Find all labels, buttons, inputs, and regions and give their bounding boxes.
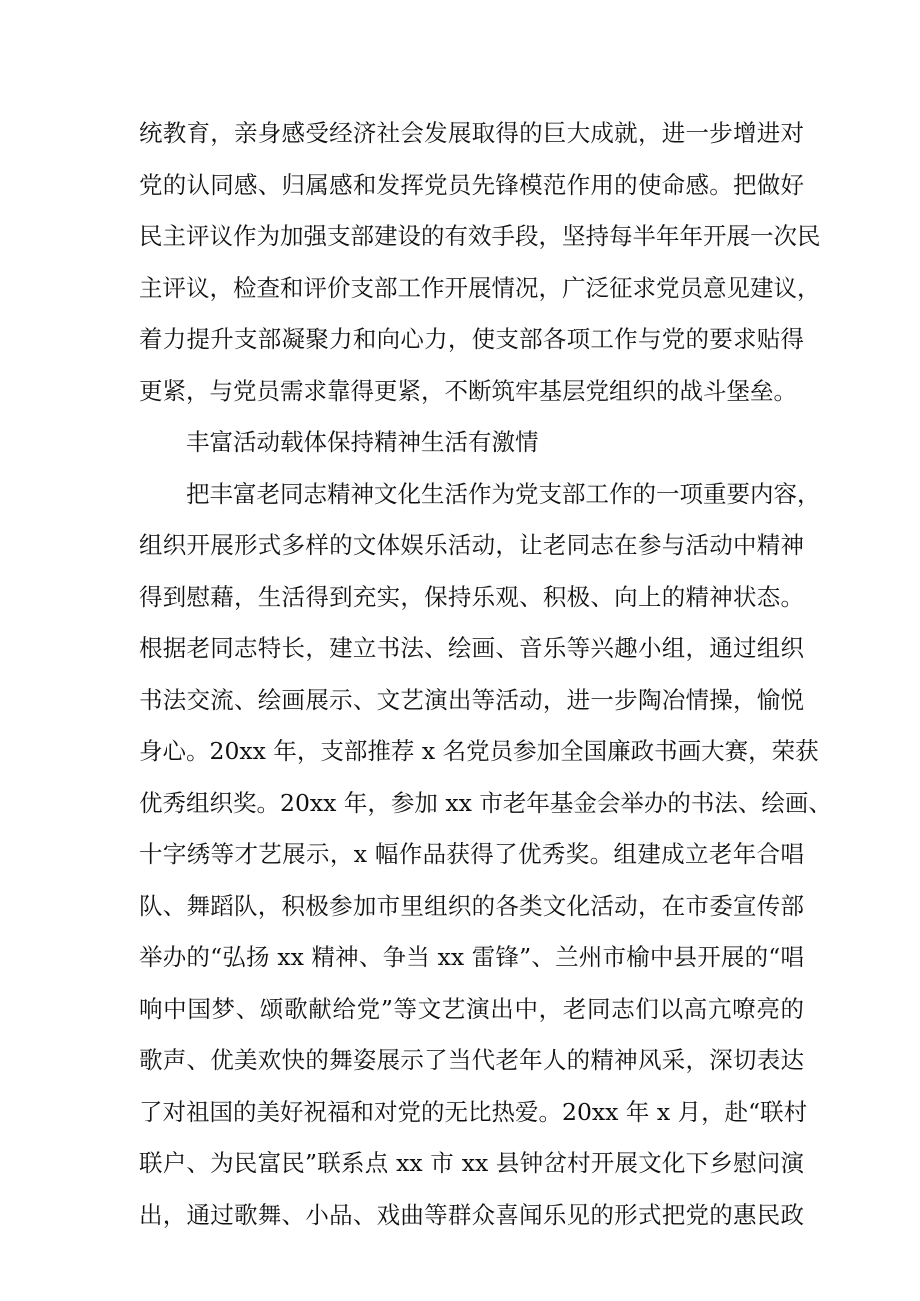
paragraph-2-line: 把丰富老同志精神文化生活作为党支部工作的一项重要内容， <box>186 479 821 508</box>
paragraph-2-line: 歌声、优美欢快的舞姿展示了当代老年人的精神风采，深切表达 <box>139 1046 804 1074</box>
paragraph-2-line: 队、舞蹈队，积极参加市里组织的各类文化活动，在市委宣传部 <box>139 891 804 920</box>
document-body <box>139 108 832 1241</box>
paragraph-2-line: 身心。20xx 年，支部推荐 x 名党员参加全国廉政书画大赛，荣获 <box>139 737 819 765</box>
paragraph-2-line: 十字绣等才艺展示，x 幅作品获得了优秀奖。组建成立老年合唱 <box>139 840 804 868</box>
paragraph-2-line: 出，通过歌舞、小品、戏曲等群众喜闻乐见的形式把党的惠民政 <box>139 1200 804 1229</box>
paragraph-2-line: 举办的“弘扬 xx 精神、争当 xx 雷锋”、兰州市榆中县开展的“唱 <box>139 943 804 971</box>
paragraph-2-line: 了对祖国的美好祝福和对党的无比热爱。20xx 年 x 月，赴“联村 <box>139 1097 808 1126</box>
section-heading: 丰富活动载体保持精神生活有激情 <box>186 428 539 456</box>
paragraph-1-line: 民主评议作为加强支部建设的有效手段，坚持每半年年开展一次民 <box>139 222 821 250</box>
paragraph-2-line: 优秀组织奖。20xx 年，参加 xx 市老年基金会举办的书法、绘画、 <box>139 788 832 817</box>
paragraph-2-line: 根据老同志特长，建立书法、绘画、音乐等兴趣小组，通过组织 <box>139 634 804 662</box>
paragraph-1-line: 统教育，亲身感受经济社会发展取得的巨大成就，进一步增进对 <box>139 119 804 147</box>
paragraph-2-line: 书法交流、绘画展示、文艺演出等活动，进一步陶冶情操，愉悦 <box>139 685 804 714</box>
paragraph-2-line: 联户、为民富民”联系点 xx 市 xx 县钟岔村开展文化下乡慰问演 <box>139 1149 804 1177</box>
paragraph-2-line: 组织开展形式多样的文体娱乐活动，让老同志在参与活动中精神 <box>139 531 804 559</box>
paragraph-1-line: 着力提升支部凝聚力和向心力，使支部各项工作与党的要求贴得 <box>139 325 804 353</box>
paragraph-1-line: 更紧，与党员需求靠得更紧，不断筑牢基层党组织的战斗堡垒。 <box>139 376 797 405</box>
paragraph-1-line: 党的认同感、归属感和发挥党员先锋模范作用的使命感。把做好 <box>139 170 804 199</box>
paragraph-1-line: 主评议，检查和评价支部工作开展情况，广泛征求党员意见建议， <box>139 273 821 302</box>
paragraph-2-line: 响中国梦、颂歌献给党”等文艺演出中，老同志们以高亢嘹亮的 <box>139 994 804 1023</box>
paragraph-2-line: 得到慰藉，生活得到充实，保持乐观、积极、向上的精神状态。 <box>139 582 804 611</box>
